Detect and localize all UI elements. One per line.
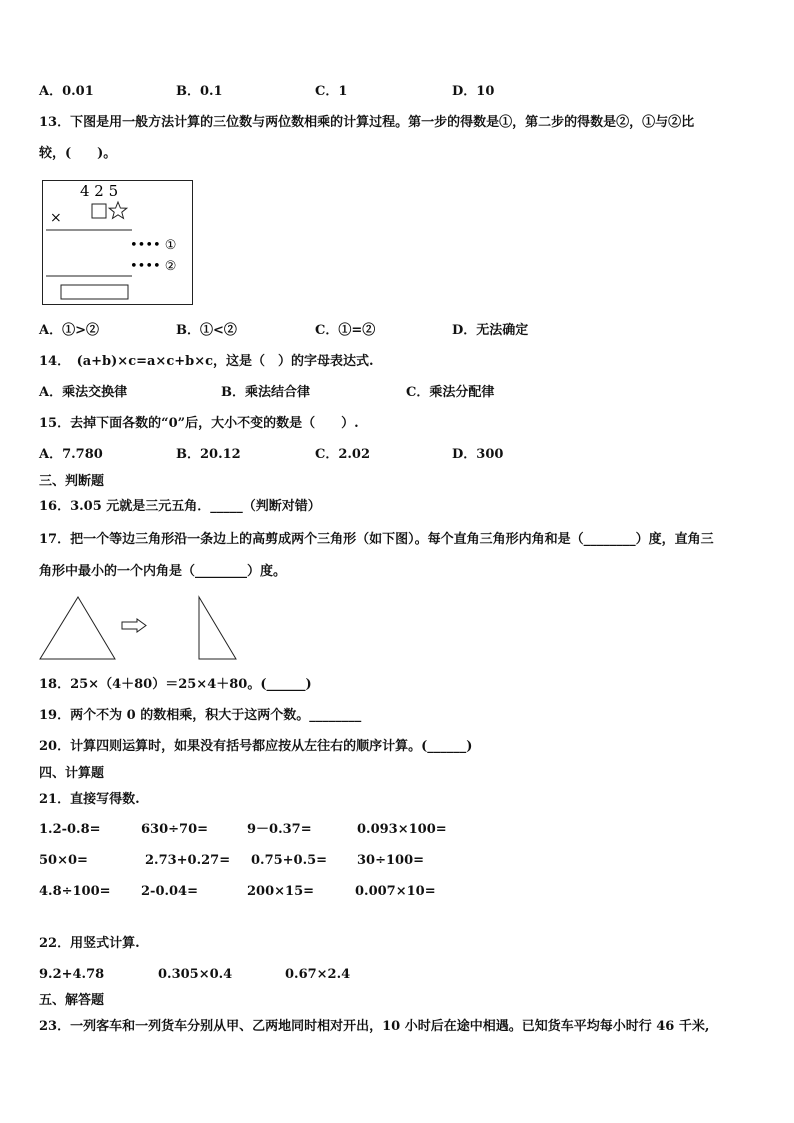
q17-question-line2: 角形中最小的一个内角是（________）度。 [39, 564, 287, 579]
right-triangle [199, 597, 236, 659]
q22-item: 9.2+4.78 [39, 967, 105, 982]
q21-item: 4.8÷100= [39, 884, 111, 899]
q21-item: 0.007×10= [355, 884, 436, 899]
q21-item: 30÷100= [357, 853, 425, 868]
arrow-right-icon [122, 619, 146, 632]
q15-option-a: A．7.780 [39, 447, 103, 462]
figure-step1: •••• ① [130, 238, 177, 253]
square-icon [92, 204, 106, 218]
q22-item: 0.305×0.4 [158, 967, 233, 982]
q15-question: 15．去掉下面各数的“0”后，大小不变的数是（ ）. [39, 416, 359, 431]
q12-option-c: C．1 [315, 84, 348, 99]
q23-question: 23．一列客车和一列货车分别从甲、乙两地同时相对开出，10 小时后在途中相遇。已知货车平均每小时行 46 千米, [39, 1019, 710, 1034]
q15-option-d: D．300 [452, 447, 504, 462]
q12-option-a: A．0.01 [39, 84, 94, 99]
q21-item: 2.73+0.27= [145, 853, 231, 868]
q18-question: 18．25×（4＋80）＝25×4＋80。(______) [39, 677, 312, 692]
q13-option-d: D．无法确定 [452, 323, 529, 338]
figure-answer-box [61, 285, 128, 299]
q21-item: 50×0= [39, 853, 88, 868]
q13-question-line1: 13．下图是用一般方法计算的三位数与两位数相乘的计算过程。第一步的得数是①，第二步的得数是②，①与②比 [39, 115, 695, 130]
q14-option-b: B．乘法结合律 [221, 385, 310, 400]
q21-item: 200×15= [247, 884, 315, 899]
q14-option-a: A．乘法交换律 [39, 385, 128, 400]
multiplication-figure [42, 180, 194, 306]
section-heading-solution: 五、解答题 [39, 993, 105, 1008]
q22-item: 0.67×2.4 [285, 967, 351, 982]
q12-option-d: D．10 [452, 84, 495, 99]
q13-question-line2: 较，( )。 [39, 146, 117, 161]
section-heading-calculation: 四、计算题 [39, 766, 105, 781]
q20-question: 20．计算四则运算时，如果没有括号都应按从左往右的顺序计算。(______) [39, 739, 473, 754]
q21-item: 2-0.04= [141, 884, 198, 899]
q13-option-c: C．①=② [315, 323, 376, 338]
section-heading-judgement: 三、判断题 [39, 474, 105, 489]
q14-option-c: C．乘法分配律 [406, 385, 495, 400]
q17-question-line1: 17．把一个等边三角形沿一条边上的高剪成两个三角形（如下图）。每个直角三角形内角和是（________）度，直角三 [39, 532, 714, 547]
figure-times-sign: × [50, 210, 62, 226]
q14-question: 14． (a+b)×c=a×c+b×c，这是（ ）的字母表达式. [39, 354, 374, 369]
q21-item: 0.093×100= [357, 822, 447, 837]
figure-top-digits: 4 2 5 [80, 182, 119, 200]
q19-question: 19．两个不为 0 的数相乘，积大于这两个数。________ [39, 708, 362, 723]
q16-question: 16．3.05 元就是三元五角．_____（判断对错） [39, 499, 321, 514]
q13-option-a: A．①>② [39, 323, 99, 338]
q15-option-b: B．20.12 [176, 447, 241, 462]
q21-item: 630÷70= [141, 822, 209, 837]
q21-item: 0.75+0.5= [251, 853, 328, 868]
q21-item: 1.2-0.8= [39, 822, 101, 837]
figure-step2: •••• ② [130, 259, 177, 274]
q21-question: 21．直接写得数. [39, 792, 140, 807]
q21-item: 9－0.37= [247, 822, 312, 837]
equilateral-triangle [40, 597, 115, 659]
star-icon [109, 202, 127, 218]
triangle-figure [38, 594, 243, 664]
q13-option-b: B．①<② [176, 323, 237, 338]
q12-option-b: B．0.1 [176, 84, 223, 99]
q22-question: 22．用竖式计算. [39, 936, 140, 951]
q15-option-c: C．2.02 [315, 447, 371, 462]
